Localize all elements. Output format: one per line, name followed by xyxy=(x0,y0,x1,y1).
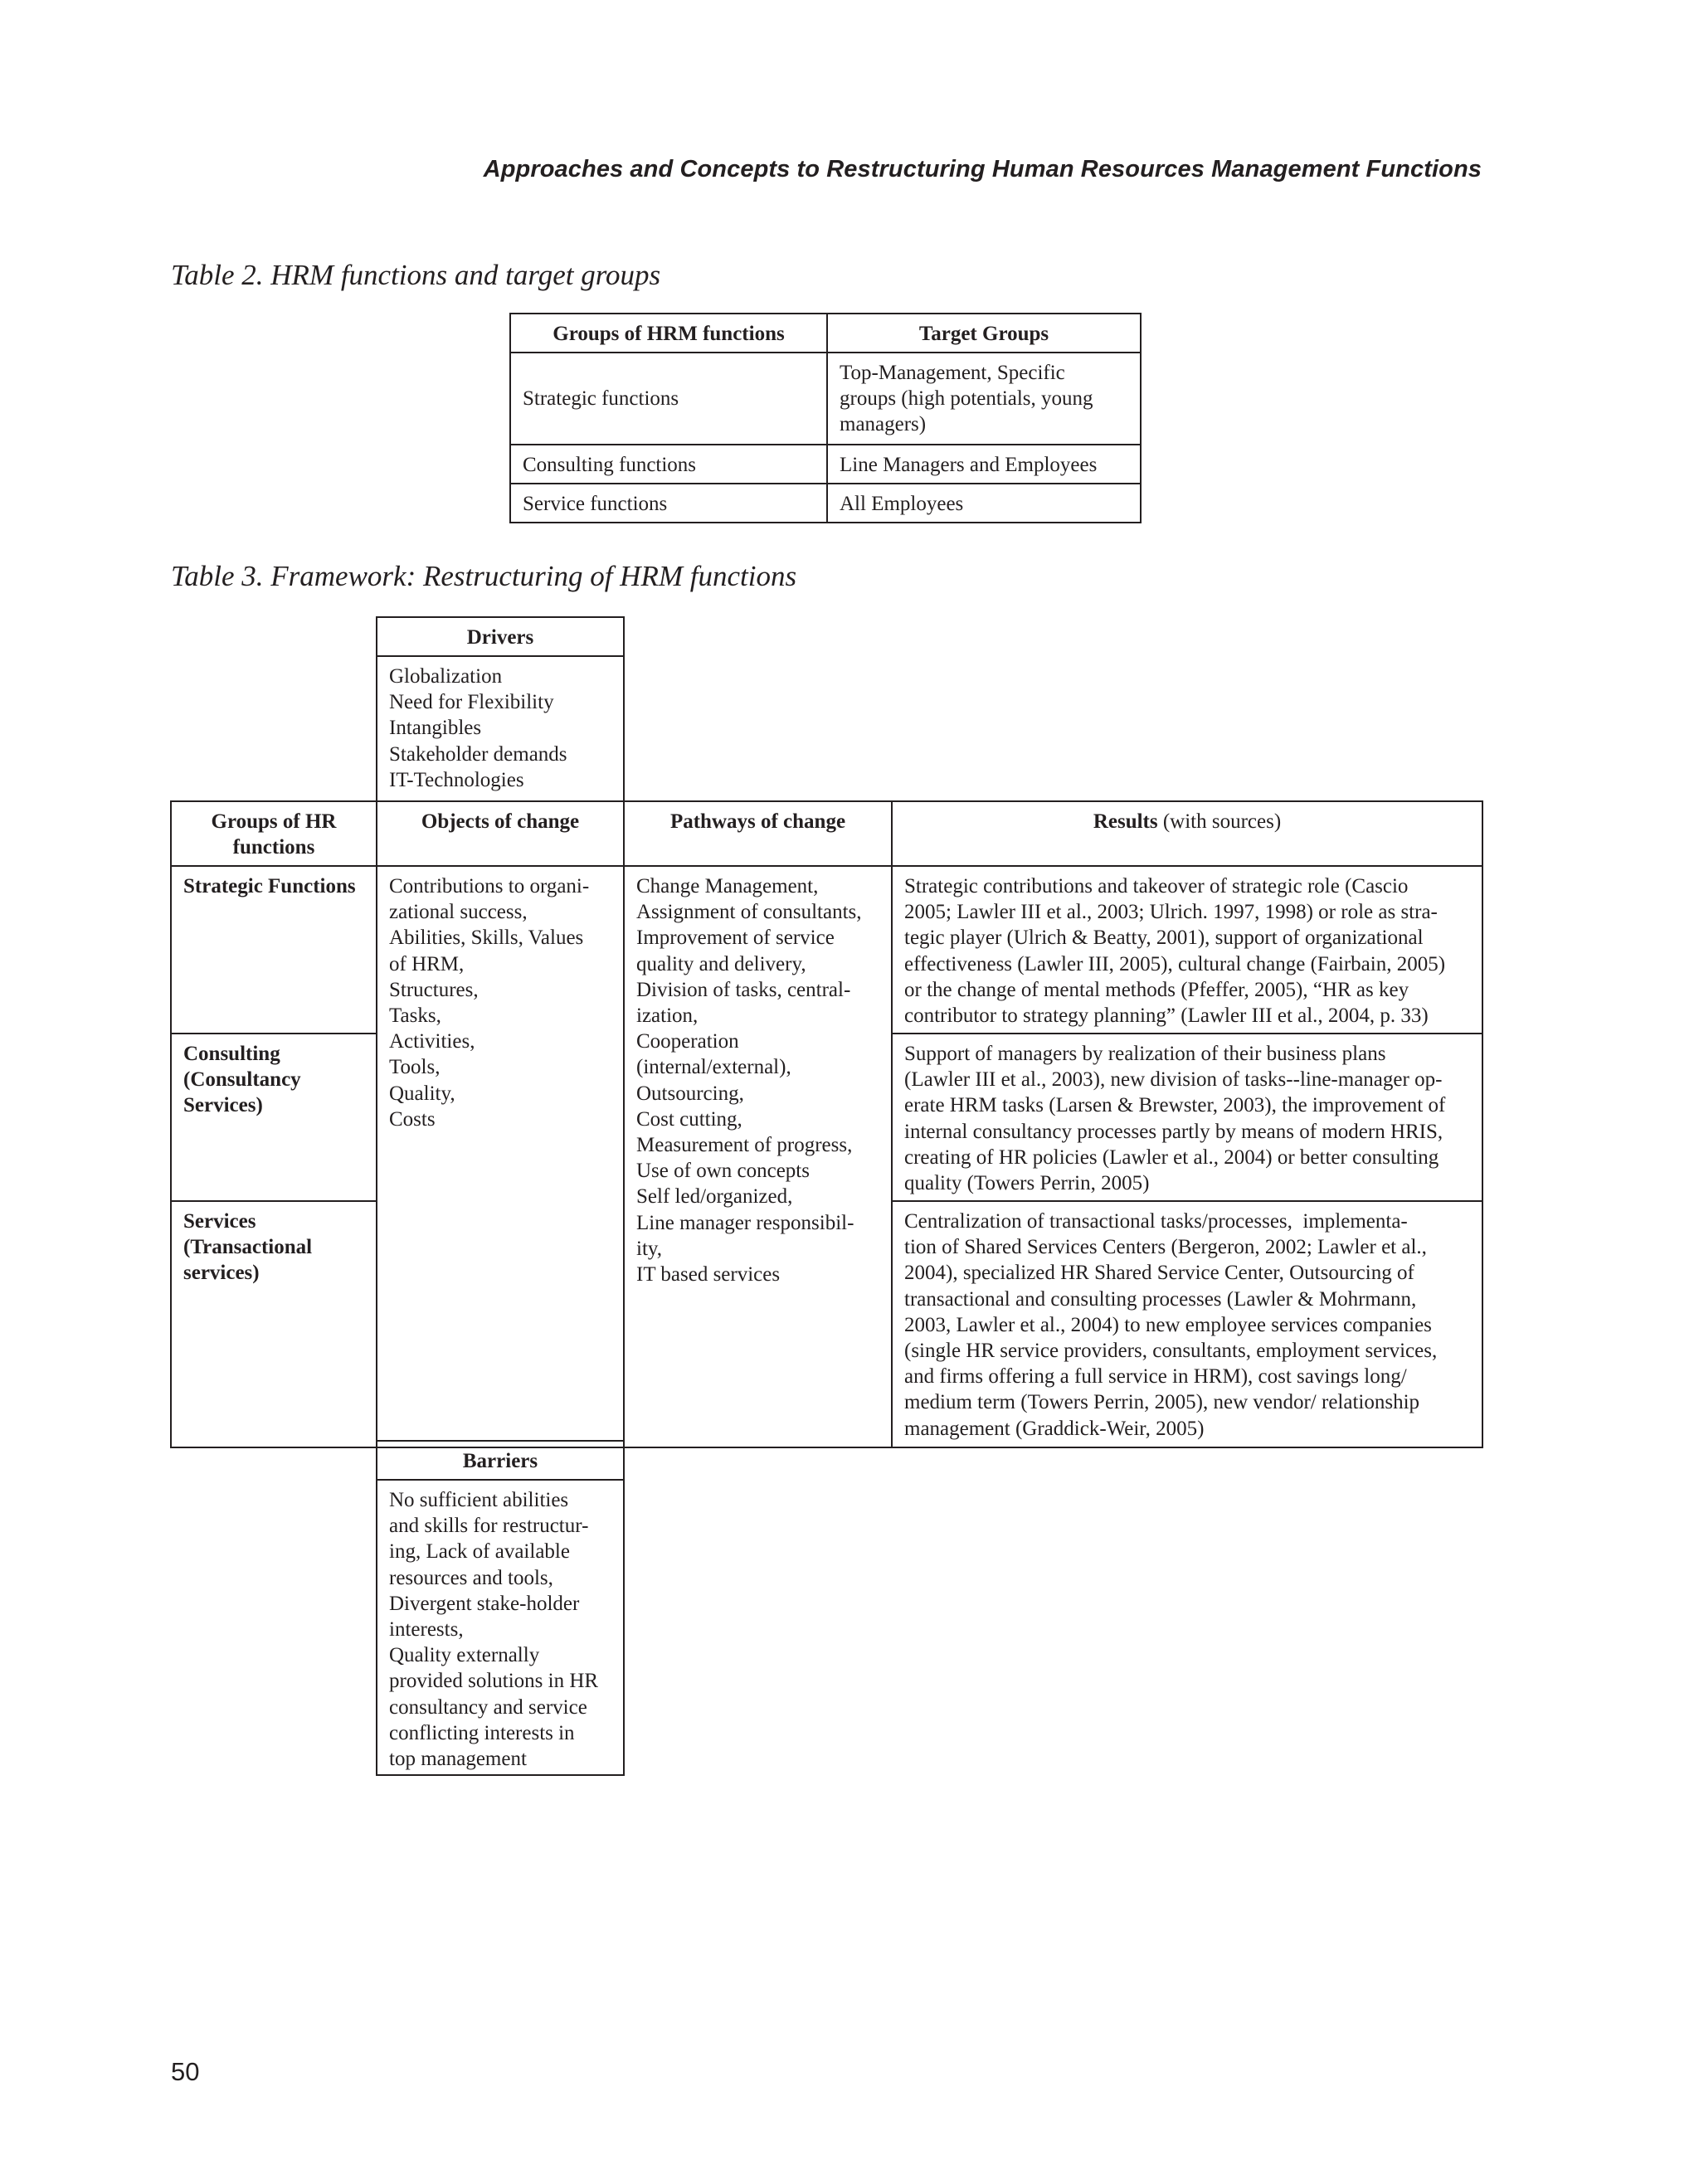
result-line: Strategic contributions and takeover of strategic role (Cascio xyxy=(904,875,1409,897)
result-line: (single HR service providers, consultants, employment services, xyxy=(904,1340,1438,1363)
result-line: or the change of mental methods (Pfeffer, 2005), “HR as key xyxy=(904,978,1409,1001)
barrier-item: interests, xyxy=(389,1618,464,1642)
table3-header-objects: Objects of change xyxy=(376,800,625,867)
table3-header-results xyxy=(891,800,1483,867)
barrier-item: top management xyxy=(389,1748,527,1771)
barrier-item: resources and tools, xyxy=(389,1566,553,1589)
result-line: management (Graddick-Weir, 2005) xyxy=(904,1417,1205,1440)
barriers-list xyxy=(376,1479,625,1776)
table3-header-pathways: Pathways of change xyxy=(623,800,893,867)
driver-item: Globalization xyxy=(389,665,503,688)
result-line: internal consultancy processes partly by means of modern HRIS, xyxy=(904,1120,1443,1143)
driver-item: Need for Flexibility xyxy=(389,691,554,714)
result-line: 2005; Lawler III et al., 2003; Ulrich. 1997, 1998) or role as stra- xyxy=(904,901,1438,924)
pathway-item: IT based services xyxy=(636,1263,781,1287)
results-consulting xyxy=(891,1033,1483,1202)
result-line: 2004), specialized HR Shared Service Center, Outsourcing of xyxy=(904,1262,1414,1285)
result-line: medium term (Towers Perrin, 2005), new vendor/ relationship xyxy=(904,1391,1420,1414)
result-line: tegic player (Ulrich & Beatty, 2001), support of organizational xyxy=(904,927,1424,950)
pathway-item: ization, xyxy=(636,1004,699,1028)
barrier-item: conflicting interests in xyxy=(389,1721,575,1744)
barrier-item: consultancy and service xyxy=(389,1695,587,1719)
object-item: zational success, xyxy=(389,901,528,924)
pathway-item: Cost cutting, xyxy=(636,1107,742,1131)
result-line: Support of managers by realization of their business plans xyxy=(904,1043,1386,1065)
results-services xyxy=(891,1200,1483,1448)
result-line: Centralization of transactional tasks/processes, implementa- xyxy=(904,1210,1408,1233)
drivers-header: Drivers xyxy=(376,616,625,657)
pathway-item: quality and delivery, xyxy=(636,952,806,975)
pathway-item: Change Management, xyxy=(636,875,819,897)
result-line: creating of HR policies (Lawler et al., 2004) or better consulting xyxy=(904,1146,1439,1169)
pathway-item: Division of tasks, central- xyxy=(636,978,851,1001)
driver-item: IT-Technologies xyxy=(389,768,524,791)
object-item: Contributions to organi- xyxy=(389,875,590,897)
group-line: Services xyxy=(183,1210,256,1233)
object-item: Abilities, Skills, Values xyxy=(389,927,584,950)
table2-row-service-target: All Employees xyxy=(826,483,1142,523)
table3-caption: Table 3. Framework: Restructuring of HRM functions xyxy=(171,560,797,592)
result-line: effectiveness (Lawler III, 2005), cultural change (Fairbain, 2005) xyxy=(904,952,1446,975)
pathway-item: ity, xyxy=(636,1237,663,1260)
object-item: Tools, xyxy=(389,1056,441,1079)
barrier-item: and skills for restructur- xyxy=(389,1515,589,1538)
table2-row-consulting-group: Consulting functions xyxy=(509,444,828,484)
group-line: (Transactional xyxy=(183,1236,313,1259)
pathway-item: Improvement of service xyxy=(636,927,835,950)
result-line: tion of Shared Services Centers (Bergeron, 2002; Lawler et al., xyxy=(904,1236,1427,1259)
pathway-item: Measurement of progress, xyxy=(636,1134,853,1157)
barrier-item: provided solutions in HR xyxy=(389,1670,599,1693)
result-line: contributor to strategy planning” (Lawler III et al., 2004, p. 33) xyxy=(904,1004,1429,1028)
table2-row-service-group: Service functions xyxy=(509,483,828,523)
drivers-list xyxy=(376,655,625,802)
object-item: Tasks, xyxy=(389,1004,441,1028)
object-item: Costs xyxy=(389,1107,436,1131)
result-line: (Lawler III et al., 2003), new division of tasks--line-manager op- xyxy=(904,1068,1443,1092)
result-line: erate HRM tasks (Larsen & Brewster, 2003), the improvement of xyxy=(904,1094,1446,1117)
pathways-of-change xyxy=(623,865,893,1448)
barriers-header: Barriers xyxy=(376,1440,625,1481)
table2-row-consulting-target: Line Managers and Employees xyxy=(826,444,1142,484)
group-line: Consulting xyxy=(183,1043,280,1065)
pathway-item: Line manager responsibil- xyxy=(636,1211,854,1234)
table3-header-groups-line: functions xyxy=(232,836,315,859)
pathway-item: Self led/organized, xyxy=(636,1185,793,1209)
group-consulting xyxy=(170,1033,377,1202)
page-number: 50 xyxy=(171,2057,200,2086)
pathway-item: Use of own concepts xyxy=(636,1160,810,1183)
table2-row-strategic-group xyxy=(509,352,828,445)
object-item: Structures, xyxy=(389,978,479,1001)
table2-target-line: Top-Management, Specific xyxy=(840,362,1065,384)
object-item: Activities, xyxy=(389,1030,475,1053)
pathway-item: (internal/external), xyxy=(636,1056,791,1079)
result-line: 2003, Lawler et al., 2004) to new employee services companies xyxy=(904,1313,1432,1336)
pathway-item: Outsourcing, xyxy=(636,1082,744,1105)
barrier-item: Divergent stake-holder xyxy=(389,1592,580,1615)
pathway-item: Cooperation xyxy=(636,1030,739,1053)
table2-header-groups: Groups of HRM functions xyxy=(509,313,828,353)
table2-row-strategic-target xyxy=(826,352,1142,445)
barrier-item: No sufficient abilities xyxy=(389,1489,569,1511)
table3-header-groups xyxy=(170,800,377,867)
object-item: Quality, xyxy=(389,1082,455,1105)
driver-item: Stakeholder demands xyxy=(389,742,567,766)
driver-item: Intangibles xyxy=(389,717,482,740)
table3-header-results-bold: Results xyxy=(1093,810,1158,833)
barrier-item: ing, Lack of available xyxy=(389,1540,570,1564)
table2-caption: Table 2. HRM functions and target groups xyxy=(171,259,661,291)
result-line: transactional and consulting processes (Lawler & Mohrmann, xyxy=(904,1287,1417,1311)
object-item: of HRM, xyxy=(389,952,465,975)
group-line: services) xyxy=(183,1262,260,1285)
table2-group-label: Strategic functions xyxy=(523,387,679,410)
objects-of-change xyxy=(376,865,625,1448)
results-strategic xyxy=(891,865,1483,1034)
table2-header-target: Target Groups xyxy=(826,313,1142,353)
group-strategic xyxy=(170,865,377,1034)
group-line: (Consultancy xyxy=(183,1068,301,1092)
running-header: Approaches and Concepts to Restructuring Human Resources Management Functions xyxy=(483,156,1482,182)
group-services xyxy=(170,1200,377,1448)
result-line: and firms offering a full service in HRM), cost savings long/ xyxy=(904,1365,1407,1389)
group-line: Strategic Functions xyxy=(183,875,356,897)
table3-header-results-rest: (with sources) xyxy=(1157,810,1282,833)
pathway-item: Assignment of consultants, xyxy=(636,901,862,924)
table3-header-groups-line: Groups of HR xyxy=(211,810,337,833)
group-line: Services) xyxy=(183,1094,263,1117)
result-line: quality (Towers Perrin, 2005) xyxy=(904,1172,1150,1195)
barrier-item: Quality externally xyxy=(389,1644,540,1667)
table2-target-line: managers) xyxy=(840,413,927,436)
table2-target-line: groups (high potentials, young xyxy=(840,387,1093,411)
